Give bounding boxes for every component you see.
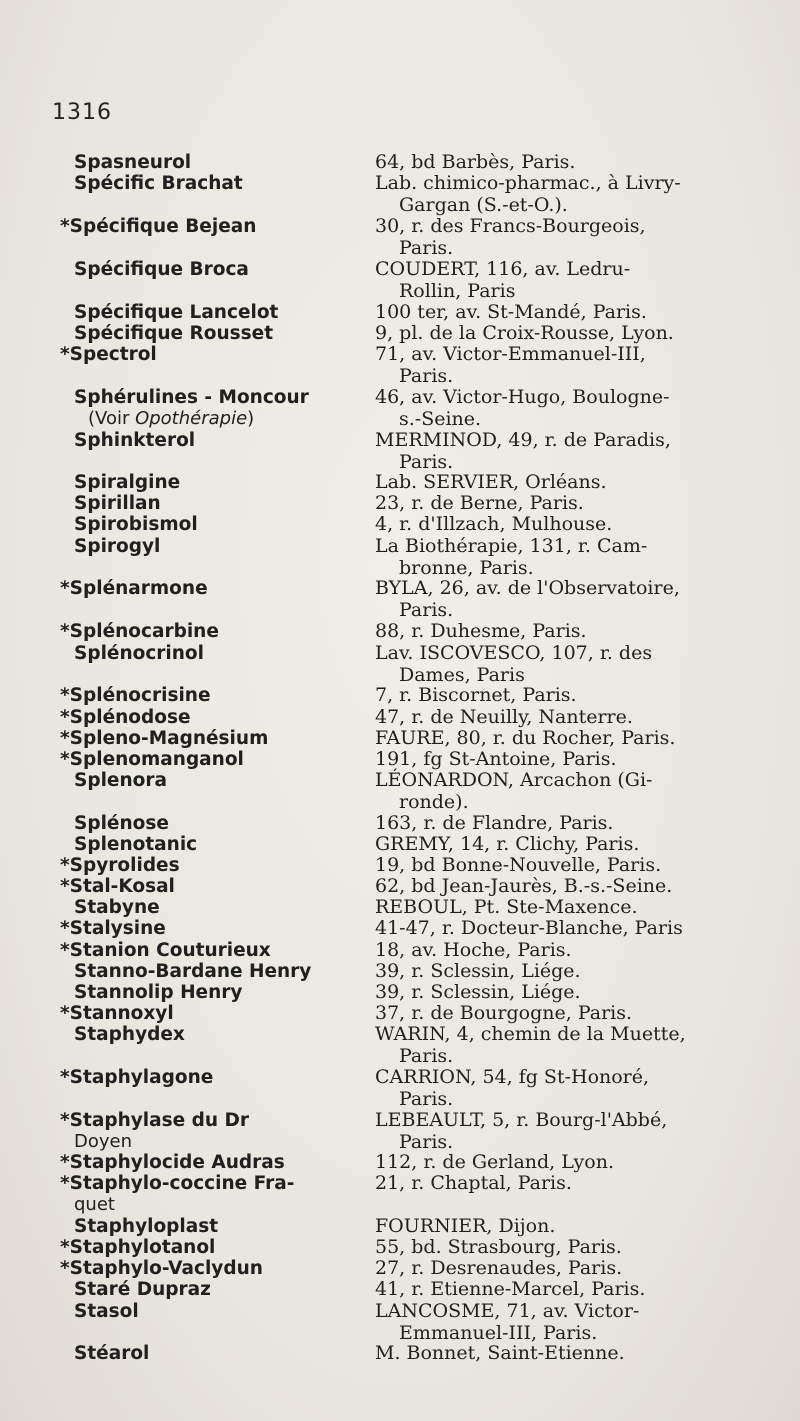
product-name-text: *Stannoxyl (60, 1003, 174, 1024)
address-line: 62, bd Jean-Jaurès, B.-s.-Seine. (375, 875, 673, 897)
address-line: COUDERT, 116, av. Ledru- (375, 258, 631, 280)
address-line: Lav. ISCOVESCO, 107, r. des (375, 642, 653, 664)
manufacturer-address (375, 1003, 737, 1025)
address-line: 23, r. de Berne, Paris. (375, 492, 584, 514)
address-continuation: Rollin, Paris (399, 279, 516, 302)
address-continuation: Emmanuel-III, Paris. (399, 1321, 598, 1344)
product-name (74, 813, 366, 834)
manufacturer-address (375, 1279, 737, 1301)
manufacturer-address (375, 1024, 737, 1067)
product-name-text: Stasol (74, 1301, 139, 1322)
product-name (60, 578, 352, 599)
product-name (60, 1258, 352, 1279)
address-line: M. Bonnet, Saint-Etienne. (375, 1342, 625, 1364)
address-line: 41-47, r. Docteur-Blanche, Paris (375, 917, 683, 939)
address-continuation: Paris. (399, 1044, 454, 1067)
product-name-text: *Splenomanganol (60, 749, 244, 770)
address-line: La Biothérapie, 131, r. Cam- (375, 535, 648, 557)
address-line: 30, r. des Francs-Bourgeois, (375, 215, 646, 237)
manufacturer-address (375, 1343, 737, 1365)
product-name-text: *Staphylagone (60, 1067, 214, 1088)
address-line: BYLA, 26, av. de l'Observatoire, (375, 577, 680, 599)
product-name (60, 344, 352, 365)
address-line: FOURNIER, Dijon. (375, 1215, 556, 1237)
address-line: 18, av. Hoche, Paris. (375, 939, 572, 961)
address-line: LÉONARDON, Arcachon (Gi- (375, 769, 653, 791)
product-name-text: *Splénocrisine (60, 685, 211, 706)
manufacturer-address (375, 536, 737, 579)
manufacturer-address (375, 961, 737, 983)
address-line: REBOUL, Pt. Ste-Maxence. (375, 896, 638, 918)
product-name (74, 259, 366, 280)
manufacturer-address (375, 813, 737, 835)
address-line: 71, av. Victor-Emmanuel-III, (375, 343, 646, 365)
manufacturer-address (375, 643, 737, 686)
page-number: 1316 (52, 100, 112, 125)
product-name (60, 1067, 352, 1088)
manufacturer-address (375, 216, 737, 259)
product-name (74, 770, 366, 791)
product-name-text: Spirogyl (74, 536, 161, 557)
product-name-text: Spirobismol (74, 514, 198, 535)
product-name-text: *Spectrol (60, 344, 157, 365)
product-name (74, 897, 366, 918)
product-name (60, 707, 352, 728)
product-name (60, 1110, 352, 1152)
manufacturer-address (375, 1173, 737, 1195)
manufacturer-address (375, 493, 737, 515)
product-name (74, 834, 366, 855)
address-continuation: Paris. (399, 1087, 454, 1110)
product-name (74, 430, 366, 451)
manufacturer-address (375, 770, 737, 813)
product-name (74, 152, 366, 173)
manufacturer-address (375, 940, 737, 962)
product-name (74, 982, 366, 1003)
product-name-text: Splénose (74, 813, 169, 834)
address-continuation: Paris. (399, 236, 454, 259)
address-line: 46, av. Victor-Hugo, Boulogne- (375, 386, 670, 408)
product-name-text: *Spécifique Bejean (60, 216, 257, 237)
address-continuation: Dames, Paris (399, 663, 525, 686)
address-line: 39, r. Sclessin, Liége. (375, 981, 581, 1003)
product-name-text: Staré Dupraz (74, 1279, 211, 1300)
manufacturer-address (375, 685, 737, 707)
address-line: CARRION, 54, fg St-Honoré, (375, 1066, 650, 1088)
manufacturer-address (375, 173, 737, 216)
address-line: 55, bd. Strasbourg, Paris. (375, 1236, 622, 1258)
product-name-text: *Spleno-Magnésium (60, 728, 269, 749)
product-name-continuation: Doyen (74, 1131, 133, 1152)
manufacturer-address (375, 430, 737, 473)
product-name-text: Spécifique Broca (74, 259, 249, 280)
product-name-text: *Staphylocide Audras (60, 1152, 285, 1173)
product-name-text: Spécifique Rousset (74, 323, 274, 344)
product-name (60, 621, 352, 642)
product-name-text: Spiralgine (74, 472, 181, 493)
product-name (60, 685, 352, 706)
address-continuation: Gargan (S.-et-O.). (399, 193, 568, 216)
address-line: WARIN, 4, chemin de la Muette, (375, 1023, 686, 1045)
product-name (60, 728, 352, 749)
manufacturer-address (375, 472, 737, 494)
product-name (74, 536, 366, 557)
manufacturer-address (375, 302, 737, 324)
product-name-text: *Staphylo-coccine Fra- (60, 1173, 295, 1194)
manufacturer-address (375, 834, 737, 856)
product-name-text: Splenora (74, 770, 167, 791)
manufacturer-address (375, 855, 737, 877)
product-name-text: Stanno-Bardane Henry (74, 961, 312, 982)
address-line: 41, r. Etienne-Marcel, Paris. (375, 1278, 646, 1300)
product-name-text: *Staphylo-Vaclydun (60, 1258, 263, 1279)
manufacturer-address (375, 514, 737, 536)
product-name-text: Spirillan (74, 493, 161, 514)
product-name-text: *Splénocarbine (60, 621, 219, 642)
product-name (74, 1216, 366, 1237)
product-name-text: Splénocrinol (74, 643, 204, 664)
manufacturer-address (375, 344, 737, 387)
address-continuation: Paris. (399, 364, 454, 387)
product-name-text: Splenotanic (74, 834, 198, 855)
manufacturer-address (375, 259, 737, 302)
address-continuation: s.-Seine. (399, 407, 482, 430)
product-name (60, 1003, 352, 1024)
product-name-text: Staphyloplast (74, 1216, 219, 1237)
address-line: Lab. chimico-pharmac., à Livry- (375, 172, 681, 194)
address-line: 39, r. Sclessin, Liége. (375, 960, 581, 982)
product-name (60, 876, 352, 897)
product-name (74, 472, 366, 493)
product-name-text: Stannolip Henry (74, 982, 243, 1003)
product-name-text: *Splénarmone (60, 578, 208, 599)
manufacturer-address (375, 1258, 737, 1280)
product-name (74, 643, 366, 664)
product-name-text: *Stalysine (60, 918, 166, 939)
address-line: 7, r. Biscornet, Paris. (375, 684, 577, 706)
manufacturer-address (375, 578, 737, 621)
address-continuation: ronde). (399, 790, 469, 813)
address-line: LANCOSME, 71, av. Victor- (375, 1300, 640, 1322)
product-name-text: Stéarol (74, 1343, 150, 1364)
product-name-text: Spécifique Lancelot (74, 302, 279, 323)
manufacturer-address (375, 749, 737, 771)
manufacturer-address (375, 387, 737, 430)
address-line: Lab. SERVIER, Orléans. (375, 471, 607, 493)
product-name (74, 961, 366, 982)
address-line: 100 ter, av. St-Mandé, Paris. (375, 301, 647, 323)
product-name-text: Sphinkterol (74, 430, 196, 451)
product-name-text: *Spyrolides (60, 855, 180, 876)
manufacturer-address (375, 982, 737, 1004)
product-name-text: Staphydex (74, 1024, 185, 1045)
product-name-text: Spasneurol (74, 152, 192, 173)
address-line: 4, r. d'Illzach, Mulhouse. (375, 513, 613, 535)
product-name (74, 387, 366, 429)
manufacturer-address (375, 1237, 737, 1259)
address-line: 21, r. Chaptal, Paris. (375, 1172, 572, 1194)
manufacturer-address (375, 918, 737, 940)
product-name-text: *Splénodose (60, 707, 191, 728)
product-name (74, 514, 366, 535)
product-name-continuation: (Voir Opothérapie) (88, 408, 255, 429)
address-line: 47, r. de Neuilly, Nanterre. (375, 706, 633, 728)
product-name (60, 1152, 352, 1173)
product-name (60, 1173, 352, 1215)
product-name (74, 302, 366, 323)
product-name-text: Sphérulines - Moncour (74, 387, 309, 408)
product-name (74, 323, 366, 344)
address-line: LEBEAULT, 5, r. Bourg-l'Abbé, (375, 1109, 668, 1131)
product-name-text: Spécific Brachat (74, 173, 243, 194)
manufacturer-address (375, 621, 737, 643)
product-name-text: Stabyne (74, 897, 160, 918)
manufacturer-address (375, 1110, 737, 1153)
product-name (74, 1279, 366, 1300)
product-name (74, 173, 366, 194)
address-line: 9, pl. de la Croix-Rousse, Lyon. (375, 322, 674, 344)
product-name-text: *Staphylotanol (60, 1237, 216, 1258)
product-name (60, 749, 352, 770)
address-continuation: Paris. (399, 598, 454, 621)
manufacturer-address (375, 1216, 737, 1238)
manufacturer-address (375, 707, 737, 729)
address-line: MERMINOD, 49, r. de Paradis, (375, 429, 671, 451)
product-name (74, 1024, 366, 1045)
manufacturer-address (375, 728, 737, 750)
product-name (60, 918, 352, 939)
product-name (60, 1237, 352, 1258)
manufacturer-address (375, 876, 737, 898)
address-continuation: Paris. (399, 1130, 454, 1153)
address-line: 27, r. Desrenaudes, Paris. (375, 1257, 623, 1279)
manufacturer-address (375, 152, 737, 174)
manufacturer-address (375, 1067, 737, 1110)
product-name (60, 940, 352, 961)
product-name-text: *Stal-Kosal (60, 876, 175, 897)
manufacturer-address (375, 897, 737, 919)
address-line: 191, fg St-Antoine, Paris. (375, 748, 617, 770)
product-name (74, 493, 366, 514)
address-line: 88, r. Duhesme, Paris. (375, 620, 587, 642)
address-continuation: Paris. (399, 450, 454, 473)
product-name (74, 1343, 366, 1364)
product-name (60, 216, 352, 237)
product-name (60, 855, 352, 876)
product-name-text: *Staphylase du Dr (60, 1110, 249, 1131)
product-name-text: *Stanion Couturieux (60, 940, 271, 961)
product-name-continuation: quet (74, 1194, 115, 1215)
manufacturer-address (375, 323, 737, 345)
product-name (74, 1301, 366, 1322)
address-line: 64, bd Barbès, Paris. (375, 151, 576, 173)
address-line: 163, r. de Flandre, Paris. (375, 812, 614, 834)
manufacturer-address (375, 1152, 737, 1174)
address-continuation: bronne, Paris. (399, 556, 534, 579)
address-line: 112, r. de Gerland, Lyon. (375, 1151, 614, 1173)
address-line: 37, r. de Bourgogne, Paris. (375, 1002, 633, 1024)
address-line: FAURE, 80, r. du Rocher, Paris. (375, 727, 676, 749)
address-line: 19, bd Bonne-Nouvelle, Paris. (375, 854, 662, 876)
address-line: GREMY, 14, r. Clichy, Paris. (375, 833, 640, 855)
manufacturer-address (375, 1301, 737, 1344)
